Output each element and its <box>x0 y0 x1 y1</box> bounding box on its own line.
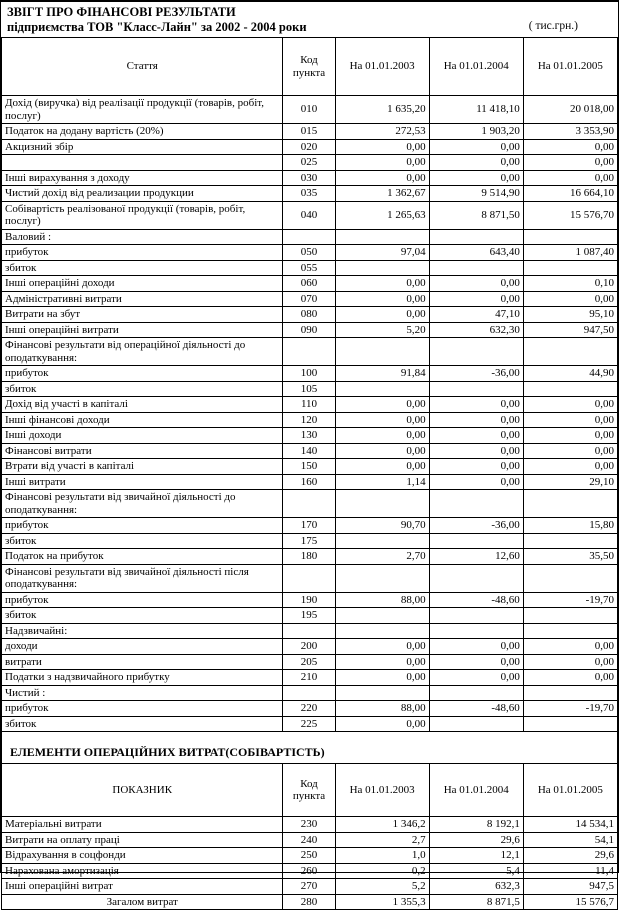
row-value-2: -36,00 <box>429 366 523 382</box>
table-row <box>2 412 618 428</box>
row-value-1: 1,0 <box>335 848 429 864</box>
row-value-1: 91,84 <box>335 366 429 382</box>
row-label: Інші операційні витрат <box>2 879 283 895</box>
row-value-2: 0,00 <box>429 276 523 292</box>
row-label: Загалом витрат <box>2 894 283 910</box>
row-value-3: 0,00 <box>523 459 617 475</box>
row-code: 020 <box>283 139 335 155</box>
row-value-1: 0,00 <box>335 139 429 155</box>
row-label: прибуток <box>2 592 283 608</box>
units-label: ( тис.грн.) <box>528 20 578 32</box>
table-row <box>2 817 618 833</box>
row-label: доходи <box>2 639 283 655</box>
row-label: Інші операційні витрати <box>2 322 283 338</box>
row-code: 170 <box>283 518 335 534</box>
row-value-1: 0,00 <box>335 412 429 428</box>
row-value-3: 0,00 <box>523 291 617 307</box>
table-row <box>2 518 618 534</box>
row-value-1 <box>335 338 429 366</box>
row-value-1: 90,70 <box>335 518 429 534</box>
row-value-2: 0,00 <box>429 155 523 171</box>
row-label: Інші операційні доходи <box>2 276 283 292</box>
row-label: Фінансові витрати <box>2 443 283 459</box>
table-row <box>2 291 618 307</box>
row-code <box>283 564 335 592</box>
row-value-2: 0,00 <box>429 170 523 186</box>
column-header-kod-2 <box>283 764 335 817</box>
row-value-1: 0,00 <box>335 716 429 732</box>
row-value-1: 0,00 <box>335 443 429 459</box>
row-value-2 <box>429 229 523 245</box>
row-value-3 <box>523 533 617 549</box>
row-value-2: 8 871,50 <box>429 201 523 229</box>
table-row <box>2 459 618 475</box>
row-value-3 <box>523 623 617 639</box>
table-row <box>2 879 618 895</box>
column-header-2004: На 01.01.2004 <box>429 38 523 96</box>
kod-header-line1: Код <box>300 54 318 66</box>
row-label: прибуток <box>2 366 283 382</box>
column-header-pokaznik: ПОКАЗНИК <box>2 764 283 817</box>
row-label: Втрати від участі в капіталі <box>2 459 283 475</box>
table-row <box>2 654 618 670</box>
row-code: 230 <box>283 817 335 833</box>
column-header-stattia: Стаття <box>2 38 283 96</box>
row-label: Нарахована амортизація <box>2 863 283 879</box>
table-row <box>2 490 618 518</box>
row-value-1 <box>335 381 429 397</box>
row-code: 110 <box>283 397 335 413</box>
row-value-3: 14 534,1 <box>523 817 617 833</box>
row-value-2 <box>429 623 523 639</box>
row-value-1: 97,04 <box>335 245 429 261</box>
row-label: Податки з надзвичайного прибутку <box>2 670 283 686</box>
table-row <box>2 397 618 413</box>
row-value-3: 15 576,7 <box>523 894 617 910</box>
row-code: 060 <box>283 276 335 292</box>
row-value-2: 643,40 <box>429 245 523 261</box>
row-code <box>283 229 335 245</box>
row-code: 050 <box>283 245 335 261</box>
table2-header-row <box>2 764 618 817</box>
row-label: Чистий дохід від реализации продукции <box>2 186 283 202</box>
row-value-3: 947,50 <box>523 322 617 338</box>
row-code: 260 <box>283 863 335 879</box>
table-row <box>2 685 618 701</box>
table-row <box>2 139 618 155</box>
row-value-3: 0,00 <box>523 412 617 428</box>
row-value-3 <box>523 716 617 732</box>
row-label: збиток <box>2 716 283 732</box>
table-row <box>2 639 618 655</box>
table-row <box>2 533 618 549</box>
operating-costs-body <box>2 817 618 910</box>
row-code <box>283 490 335 518</box>
row-code: 150 <box>283 459 335 475</box>
row-value-2: 0,00 <box>429 428 523 444</box>
row-code: 250 <box>283 848 335 864</box>
row-value-1: 0,00 <box>335 155 429 171</box>
row-value-3: 20 018,00 <box>523 96 617 124</box>
row-value-3: 0,00 <box>523 139 617 155</box>
table-row <box>2 623 618 639</box>
row-label: Акцизний збір <box>2 139 283 155</box>
table-row <box>2 155 618 171</box>
operating-costs-table <box>1 763 618 910</box>
row-label: Собівартість реалізованої продукції (товарів, робіт, послуг) <box>2 201 283 229</box>
row-label: Витрати на оплату праці <box>2 832 283 848</box>
row-value-3: 0,00 <box>523 155 617 171</box>
table-header-row <box>2 38 618 96</box>
financial-results-table <box>1 37 618 732</box>
row-code <box>283 685 335 701</box>
row-code <box>283 338 335 366</box>
row-value-3: 16 664,10 <box>523 186 617 202</box>
row-label: витрати <box>2 654 283 670</box>
row-value-2 <box>429 685 523 701</box>
row-value-3: 0,00 <box>523 639 617 655</box>
table-row <box>2 201 618 229</box>
table-row <box>2 322 618 338</box>
row-label: Інші доходи <box>2 428 283 444</box>
column-header-2005: На 01.01.2005 <box>523 38 617 96</box>
row-value-1: 88,00 <box>335 701 429 717</box>
row-code <box>283 623 335 639</box>
kod2-header-line2: пункта <box>292 790 326 802</box>
row-value-1: 0,00 <box>335 639 429 655</box>
row-value-1: 0,00 <box>335 291 429 307</box>
section2-title: ЕЛЕМЕНТИ ОПЕРАЦІЙНИХ ВИТРАТ(СОБІВАРТІСТЬ) <box>10 745 325 759</box>
row-value-3 <box>523 260 617 276</box>
row-code: 190 <box>283 592 335 608</box>
row-code: 090 <box>283 322 335 338</box>
row-label: Інші фінансові доходи <box>2 412 283 428</box>
table-row <box>2 366 618 382</box>
row-value-1 <box>335 623 429 639</box>
row-value-1 <box>335 564 429 592</box>
document-header <box>1 2 618 37</box>
row-value-3 <box>523 685 617 701</box>
row-value-2: 0,00 <box>429 139 523 155</box>
table-row <box>2 124 618 140</box>
report-title-line1: ЗВІГТ ПРО ФІНАНСОВІ РЕЗУЛЬТАТИ <box>7 5 236 19</box>
row-value-1: 272,53 <box>335 124 429 140</box>
row-value-1: 1 355,3 <box>335 894 429 910</box>
row-value-1: 0,2 <box>335 863 429 879</box>
row-label: Надзвичайні: <box>2 623 283 639</box>
row-label: Фінансові результати від звичайної діяльності після оподаткування: <box>2 564 283 592</box>
row-label: Податок на додану вартість (20%) <box>2 124 283 140</box>
row-value-2 <box>429 381 523 397</box>
row-value-3: 15 576,70 <box>523 201 617 229</box>
row-label: Адміністративні витрати <box>2 291 283 307</box>
row-label: Відрахування в соцфонди <box>2 848 283 864</box>
row-value-1: 1 635,20 <box>335 96 429 124</box>
row-label: Податок на прибуток <box>2 549 283 565</box>
table-row <box>2 848 618 864</box>
row-value-1: 1 346,2 <box>335 817 429 833</box>
column-header-2003: На 01.01.2003 <box>335 38 429 96</box>
row-code: 070 <box>283 291 335 307</box>
row-label: збиток <box>2 533 283 549</box>
row-label: збиток <box>2 608 283 624</box>
row-label: Витрати на збут <box>2 307 283 323</box>
row-value-1: 5,2 <box>335 879 429 895</box>
row-value-3: 0,00 <box>523 170 617 186</box>
row-label: Чистий : <box>2 685 283 701</box>
table-row <box>2 276 618 292</box>
kod-header-line2: пункта <box>292 66 326 79</box>
table-row <box>2 96 618 124</box>
row-value-1: 0,00 <box>335 397 429 413</box>
row-value-2: 0,00 <box>429 397 523 413</box>
row-value-2: -36,00 <box>429 518 523 534</box>
row-value-3: 11,4 <box>523 863 617 879</box>
row-code: 225 <box>283 716 335 732</box>
table-row <box>2 832 618 848</box>
row-value-2: 632,3 <box>429 879 523 895</box>
table-row <box>2 338 618 366</box>
row-code: 180 <box>283 549 335 565</box>
kod2-header-line1: Код <box>300 777 318 790</box>
report-title-line2: підприємства ТОВ "Класс-Лайн" за 2002 - 2004 роки <box>7 20 307 34</box>
row-label: Дохід від участі в капіталі <box>2 397 283 413</box>
row-value-2: -48,60 <box>429 701 523 717</box>
table-row <box>2 592 618 608</box>
row-value-3: 0,00 <box>523 397 617 413</box>
row-value-1: 88,00 <box>335 592 429 608</box>
row-value-2 <box>429 260 523 276</box>
row-value-2: 0,00 <box>429 639 523 655</box>
row-value-2: 12,60 <box>429 549 523 565</box>
row-code: 200 <box>283 639 335 655</box>
row-code: 175 <box>283 533 335 549</box>
row-code: 105 <box>283 381 335 397</box>
row-label <box>2 155 283 171</box>
table-row <box>2 260 618 276</box>
row-value-3: 95,10 <box>523 307 617 323</box>
table-row <box>2 564 618 592</box>
row-code: 030 <box>283 170 335 186</box>
row-label: Дохід (виручка) від реалізації продукції (товарів, робіт, послуг) <box>2 96 283 124</box>
row-code: 270 <box>283 879 335 895</box>
row-value-1: 1 362,67 <box>335 186 429 202</box>
row-value-2: 0,00 <box>429 474 523 490</box>
row-label: Фінансові результати від операційної діяльності до оподаткування: <box>2 338 283 366</box>
row-value-3: 0,00 <box>523 428 617 444</box>
row-value-1: 2,70 <box>335 549 429 565</box>
row-value-3 <box>523 381 617 397</box>
table-row <box>2 307 618 323</box>
row-value-2: 1 903,20 <box>429 124 523 140</box>
row-value-2: 0,00 <box>429 291 523 307</box>
row-value-1: 0,00 <box>335 307 429 323</box>
row-label: Матеріальні витрати <box>2 817 283 833</box>
row-code: 025 <box>283 155 335 171</box>
row-code: 220 <box>283 701 335 717</box>
row-value-3 <box>523 490 617 518</box>
row-value-3: 0,00 <box>523 654 617 670</box>
row-value-2 <box>429 533 523 549</box>
column-header2-2003: На 01.01.2003 <box>335 764 429 817</box>
row-value-3: -19,70 <box>523 592 617 608</box>
row-value-1: 2,7 <box>335 832 429 848</box>
column-header2-2004: На 01.01.2004 <box>429 764 523 817</box>
row-value-3: 44,90 <box>523 366 617 382</box>
row-value-1: 1 265,63 <box>335 201 429 229</box>
row-value-2: -48,60 <box>429 592 523 608</box>
table-row <box>2 428 618 444</box>
row-value-1: 1,14 <box>335 474 429 490</box>
row-value-3: -19,70 <box>523 701 617 717</box>
row-value-3: 1 087,40 <box>523 245 617 261</box>
row-value-2 <box>429 608 523 624</box>
section-spacer <box>1 732 618 741</box>
table-row <box>2 170 618 186</box>
row-value-3: 29,6 <box>523 848 617 864</box>
row-value-2: 47,10 <box>429 307 523 323</box>
row-value-3 <box>523 338 617 366</box>
table-row <box>2 549 618 565</box>
row-code: 140 <box>283 443 335 459</box>
row-value-2: 0,00 <box>429 443 523 459</box>
row-code: 205 <box>283 654 335 670</box>
row-label: збиток <box>2 260 283 276</box>
row-label: прибуток <box>2 518 283 534</box>
table-row <box>2 381 618 397</box>
table-row <box>2 186 618 202</box>
row-value-3: 0,10 <box>523 276 617 292</box>
row-value-2: 11 418,10 <box>429 96 523 124</box>
row-value-2 <box>429 564 523 592</box>
row-code: 210 <box>283 670 335 686</box>
table-row <box>2 229 618 245</box>
row-value-2: 9 514,90 <box>429 186 523 202</box>
financial-results-body <box>2 96 618 732</box>
row-value-2: 12,1 <box>429 848 523 864</box>
row-value-2 <box>429 716 523 732</box>
table-row <box>2 716 618 732</box>
table-row <box>2 670 618 686</box>
row-value-2: 0,00 <box>429 670 523 686</box>
table-row <box>2 608 618 624</box>
column-header-kod <box>283 38 335 96</box>
row-value-1 <box>335 608 429 624</box>
table-row <box>2 894 618 910</box>
row-value-1 <box>335 490 429 518</box>
row-value-1 <box>335 533 429 549</box>
row-value-2: 8 192,1 <box>429 817 523 833</box>
row-value-3: 15,80 <box>523 518 617 534</box>
row-code: 010 <box>283 96 335 124</box>
row-label: Інші вирахування з доходу <box>2 170 283 186</box>
row-value-1: 0,00 <box>335 428 429 444</box>
row-code: 280 <box>283 894 335 910</box>
row-value-3: 0,00 <box>523 443 617 459</box>
row-value-3: 54,1 <box>523 832 617 848</box>
row-value-3 <box>523 229 617 245</box>
table-row <box>2 443 618 459</box>
row-value-1 <box>335 229 429 245</box>
row-code: 195 <box>283 608 335 624</box>
row-value-1: 0,00 <box>335 276 429 292</box>
row-value-3: 3 353,90 <box>523 124 617 140</box>
row-code: 040 <box>283 201 335 229</box>
row-value-1: 0,00 <box>335 170 429 186</box>
row-code: 130 <box>283 428 335 444</box>
row-value-3: 35,50 <box>523 549 617 565</box>
row-value-3: 0,00 <box>523 670 617 686</box>
row-value-2: 632,30 <box>429 322 523 338</box>
row-label: Інші витрати <box>2 474 283 490</box>
row-value-2: 29,6 <box>429 832 523 848</box>
row-label: збиток <box>2 381 283 397</box>
table-row <box>2 863 618 879</box>
row-value-2 <box>429 490 523 518</box>
row-value-2: 0,00 <box>429 412 523 428</box>
row-label: прибуток <box>2 245 283 261</box>
column-header2-2005: На 01.01.2005 <box>523 764 617 817</box>
row-label: Фінансові результати від звичайної діяльності до оподаткування: <box>2 490 283 518</box>
row-value-3: 29,10 <box>523 474 617 490</box>
table-row <box>2 701 618 717</box>
row-code: 035 <box>283 186 335 202</box>
table-row <box>2 474 618 490</box>
row-value-1 <box>335 260 429 276</box>
row-label: Валовий : <box>2 229 283 245</box>
row-code: 240 <box>283 832 335 848</box>
row-value-1: 0,00 <box>335 654 429 670</box>
row-code: 080 <box>283 307 335 323</box>
row-value-1: 0,00 <box>335 459 429 475</box>
row-value-2: 0,00 <box>429 459 523 475</box>
row-value-3: 947,5 <box>523 879 617 895</box>
row-value-2: 0,00 <box>429 654 523 670</box>
table-row <box>2 245 618 261</box>
row-code: 100 <box>283 366 335 382</box>
row-code: 055 <box>283 260 335 276</box>
row-value-2 <box>429 338 523 366</box>
row-label: прибуток <box>2 701 283 717</box>
row-value-1 <box>335 685 429 701</box>
row-code: 160 <box>283 474 335 490</box>
row-value-1: 0,00 <box>335 670 429 686</box>
row-code: 015 <box>283 124 335 140</box>
row-value-3 <box>523 564 617 592</box>
row-value-2: 5,4 <box>429 863 523 879</box>
row-value-3 <box>523 608 617 624</box>
row-value-2: 8 871,5 <box>429 894 523 910</box>
row-value-1: 5,20 <box>335 322 429 338</box>
row-code: 120 <box>283 412 335 428</box>
